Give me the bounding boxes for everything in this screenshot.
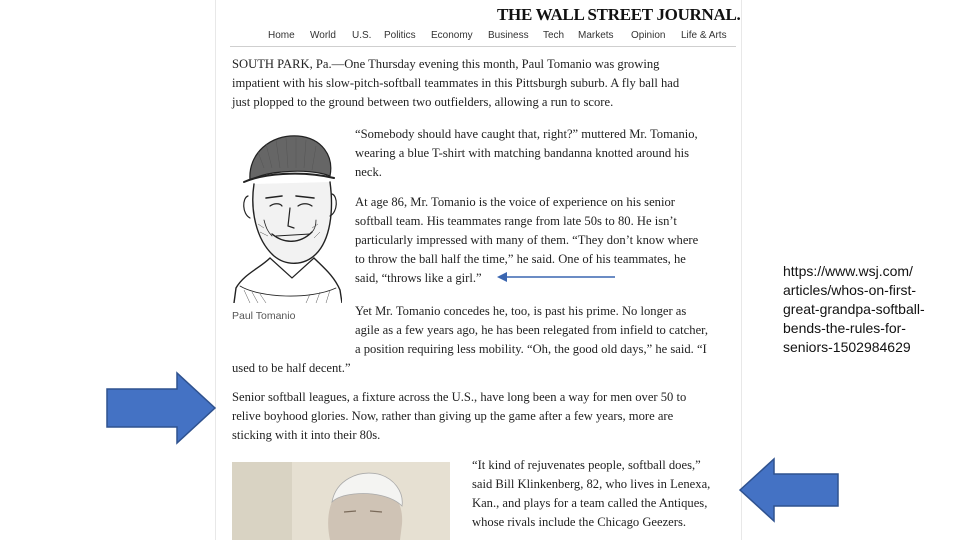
nav-item-tech[interactable]: Tech xyxy=(543,30,565,41)
article-paragraph-5: Senior softball leagues, a fixture across the U.S., have long been a way for men over 50 to relive boyhood glories. Now, rather than giving up the game after a few years, more are sticking with it into their 80s. xyxy=(232,390,687,442)
nav-item-world[interactable]: World xyxy=(310,30,336,41)
portrait-illustration xyxy=(230,128,342,303)
nav-divider xyxy=(230,46,736,47)
right-block-arrow xyxy=(105,371,217,445)
nav-item-business[interactable]: Business xyxy=(488,30,529,41)
nav-item-economy[interactable]: Economy xyxy=(431,30,473,41)
left-block-arrow xyxy=(738,457,840,523)
article-paragraph-2: “Somebody should have caught that, right?” muttered Mr. Tomanio, wearing a blue T-shirt with matching bandanna knotted around his neck. xyxy=(355,127,698,179)
nav-item-home[interactable]: Home xyxy=(268,30,295,41)
nav-item-politics[interactable]: Politics xyxy=(384,30,416,41)
masthead-logo[interactable]: THE WALL STREET JOURNAL. xyxy=(497,5,741,24)
article-paragraph-4-tail: used to be half decent.” xyxy=(232,361,351,375)
source-url[interactable]: https://www.wsj.com/ articles/whos-on-first- great-grandpa-softball- bends-the-rules-for- seniors-1502984629 xyxy=(783,263,925,355)
article-paragraph-3: At age 86, Mr. Tomanio is the voice of experience on his senior softball team. His teammates range from late 50s to 80. He isn’t particularly impressed with many of them. “They don’t know where to throw the ball half the time,” he said. One of his teammates, he said, “throws like a girl.” xyxy=(355,195,699,285)
nav-item-us[interactable]: U.S. xyxy=(352,30,372,41)
article-paragraph-6: “It kind of rejuvenates people, softball does,” said Bill Klinkenberg, 82, who lives in Lenexa, Kan., and plays for a team called the Antiques, whose rivals include the Chicago Geezers. xyxy=(472,458,711,529)
article-paragraph-1: SOUTH PARK, Pa.—One Thursday evening this month, Paul Tomanio was growing impatient with his slow-pitch-softball teammates in this Pittsburgh suburb. A fly ball had just plopped to the ground between two outfielders, allowing a run to score. xyxy=(232,57,680,109)
portrait-caption: Paul Tomanio xyxy=(232,310,296,322)
article-paragraph-4: Yet Mr. Tomanio concedes he, too, is past his prime. No longer as agile as a few years ago, he has been relegated from infield to catcher, a position requiring less mobility. “Oh, the good old days,” he said. “I xyxy=(355,304,708,356)
photo-bill-klinkenberg xyxy=(232,462,450,540)
nav-item-life-arts[interactable]: Life & Arts xyxy=(681,30,727,41)
left-pointer-arrow xyxy=(495,270,617,284)
nav-item-opinion[interactable]: Opinion xyxy=(631,30,666,41)
nav-item-markets[interactable]: Markets xyxy=(578,30,614,41)
